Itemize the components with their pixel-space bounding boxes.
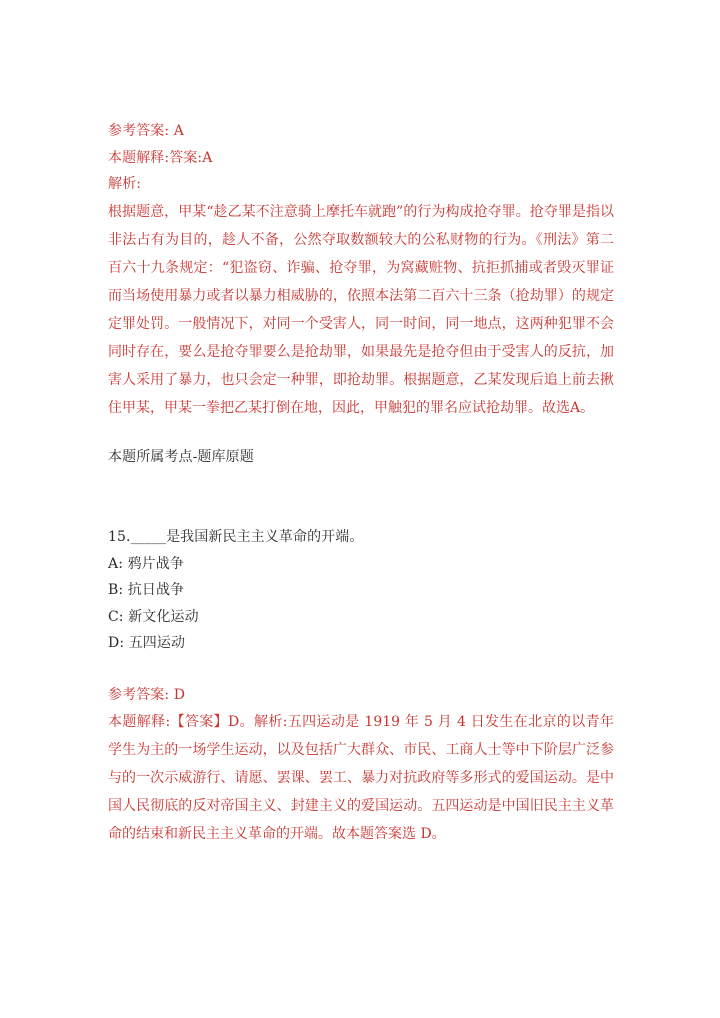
document-page (108, 118, 618, 848)
q14-explanation: 本题解释:答案:A (108, 149, 213, 166)
q15-option-b: B: 抗日战争 (108, 582, 185, 598)
q14-analysis-body: 根据题意，甲某“趁乙某不注意骑上摩托车就跑”的行为构成抢夺罪。抢夺罪是指以非法占有为目的，趁人不备，公然夺取数额较大的公私财物的行为。《刑法》第二百六十九条规定：“犯盗窃、诈骗、抢夺罪，为窝藏赃物、抗拒抓捕或者毁灭罪证而当场使用暴力或者以暴力相威胁的，依照本法第二百六十三条（抢劫罪）的规定定罪处罚。一般情况下，对同一个受害人，同一时间，同一地点，这两种犯罪不会同时存在，要么是抢夺罪要么是抢劫罪，如果最先是抢夺但由于受害人的反抗，加害人采用了暴力，也只会定一种罪，即抢劫罪。根据题意，乙某发现后追上前去揪住甲某，甲某一拳把乙某打倒在地，因此，甲触犯的罪名应试抢劫罪。故选A。 (108, 203, 614, 416)
q15-explanation: 本题解释:【答案】D。解析:五四运动是 1919 年 5 月 4 日发生在北京的以青年学生为主的一场学生运动，以及包括广大群众、市民、工商人士等中下阶层广泛参与的一次示威游行、请愿、罢课、罢工、暴力对抗政府等多形式的爱国运动。是中国人民彻底的反对帝国主义、封建主义的爱国运动。五四运动是中国旧民主主义革命的结束和新民主主义革命的开端。故本题答案选 D。 (108, 714, 614, 842)
spacer (108, 657, 618, 682)
q14-answer: 参考答案: A (108, 123, 184, 139)
q15-option-a: A: 鸦片战争 (108, 555, 184, 572)
q15-option-c: C: 新文化运动 (108, 608, 199, 625)
q15-question: 15._____是我国新民主主义革命的开端。 (108, 529, 364, 545)
q15-answer: 参考答案: D (108, 686, 186, 703)
q14-topic: 本题所属考点-题库原题 (108, 448, 254, 465)
q14-analysis-label: 解析: (108, 176, 142, 192)
spacer (108, 470, 618, 524)
spacer (108, 422, 618, 444)
q15-option-d: D: 五四运动 (108, 635, 186, 651)
